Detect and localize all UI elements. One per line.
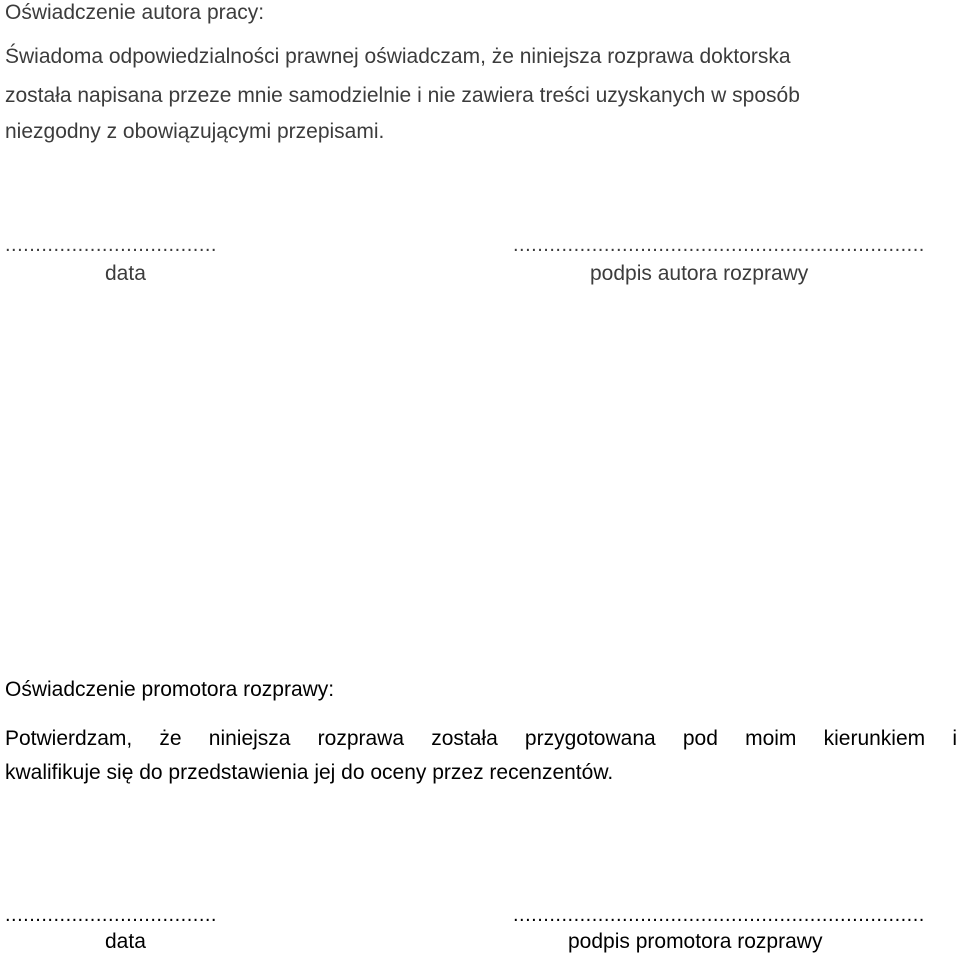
promoter-signature-dotted-line: ....................................................................: [513, 904, 925, 926]
author-date-caption: data: [105, 262, 146, 285]
author-statement-line-3: niezgodny z obowiązującymi przepisami.: [5, 120, 385, 143]
author-statement-heading: Oświadczenie autora pracy:: [5, 1, 265, 24]
author-statement-line-1: Świadoma odpowiedzialności prawnej oświadczam, że niniejsza rozprawa doktorska: [5, 45, 791, 68]
author-signature-caption: podpis autora rozprawy: [590, 262, 809, 285]
author-statement-line-2: została napisana przeze mnie samodzielnie i nie zawiera treści uzyskanych w sposób: [5, 84, 800, 107]
author-signature-dotted-line: ....................................................................: [513, 234, 925, 256]
promoter-signature-caption: podpis promotora rozprawy: [568, 930, 823, 953]
promoter-statement-line-2: kwalifikuje się do przedstawienia jej do oceny przez recenzentów.: [5, 761, 614, 784]
promoter-statement-heading: Oświadczenie promotora rozprawy:: [5, 678, 335, 701]
promoter-statement-line-1: Potwierdzam, że niniejsza rozprawa została przygotowana pod moim kierunkiem i: [5, 727, 957, 750]
promoter-date-caption: data: [105, 930, 146, 953]
author-date-dotted-line: ...................................: [5, 234, 217, 256]
promoter-date-dotted-line: ...................................: [5, 904, 217, 926]
